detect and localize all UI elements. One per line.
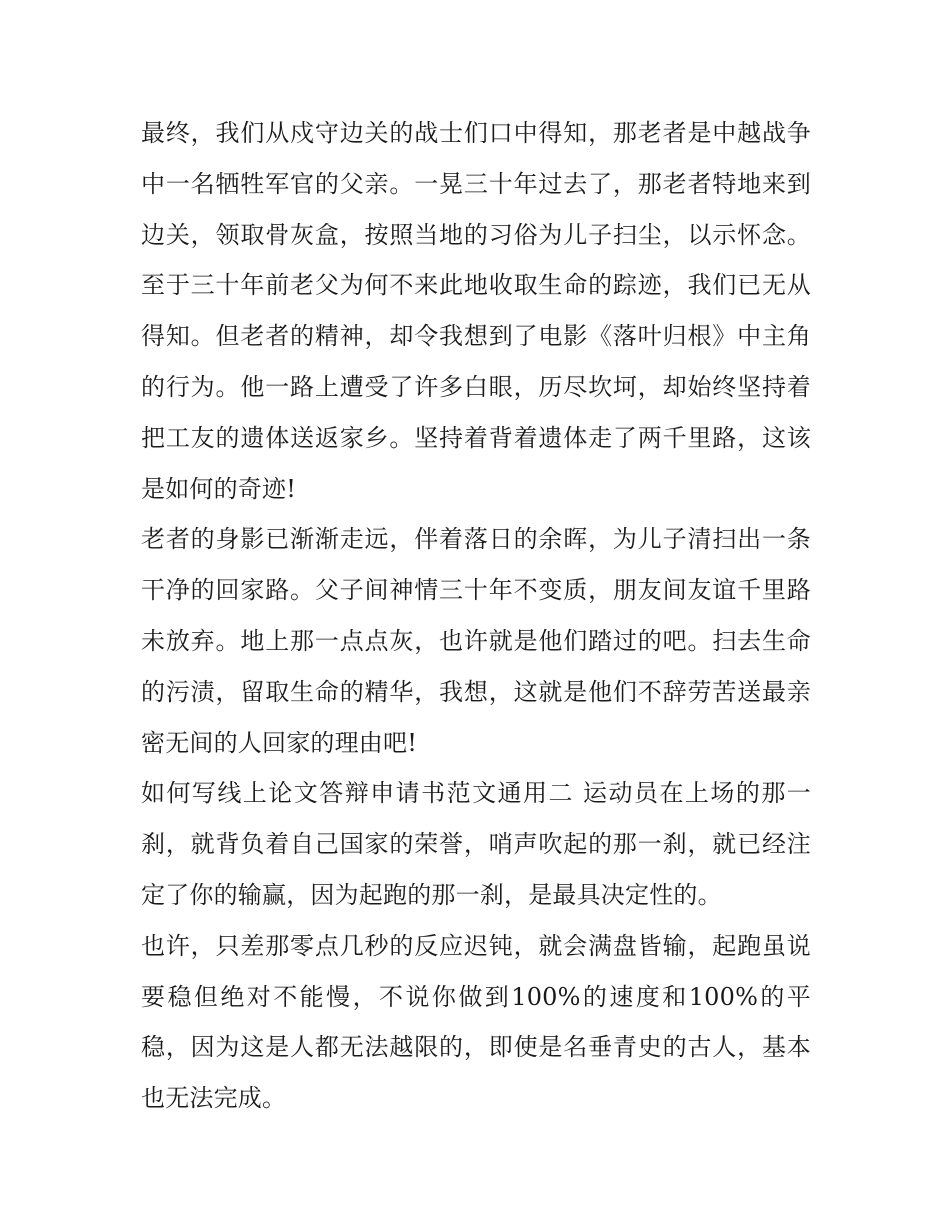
document-body	[141, 108, 811, 1124]
paragraph-4: 也许，只差那零点几秒的反应迟钝，就会满盘皆输，起跑虽说要稳但绝对不能慢，不说你做到100%的速度和100%的平稳，因为这是人都无法越限的，即使是名垂青史的古人，基本也无法完成。	[141, 931, 811, 1113]
paragraph-3: 如何写线上论文答辩申请书范文通用二 运动员在上场的那一刹，就背负着自己国家的荣誉，哨声吹起的那一刹，就已经注定了你的输赢，因为起跑的那一刹，是最具决定性的。	[141, 779, 811, 909]
paragraph-2: 老者的身影已渐渐走远，伴着落日的余晖，为儿子清扫出一条干净的回家路。父子间神情三十年不变质，朋友间友谊千里路未放弃。地上那一点点灰，也许就是他们踏过的吧。扫去生命的污渍，留取生命的精华，我想，这就是他们不辞劳苦送最亲密无间的人回家的理由吧!	[141, 525, 811, 757]
paragraph-1: 最终，我们从戍守边关的战士们口中得知，那老者是中越战争中一名牺牲军官的父亲。一晃三十年过去了，那老者特地来到边关，领取骨灰盒，按照当地的习俗为儿子扫尘，以示怀念。至于三十年前老父为何不来此地收取生命的踪迹，我们已无从得知。但老者的精神，却令我想到了电影《落叶归根》中主角的行为。他一路上遭受了许多白眼，历尽坎坷，却始终坚持着把工友的遗体送返家乡。坚持着背着遗体走了两千里路，这该是如何的奇迹!	[141, 119, 811, 503]
